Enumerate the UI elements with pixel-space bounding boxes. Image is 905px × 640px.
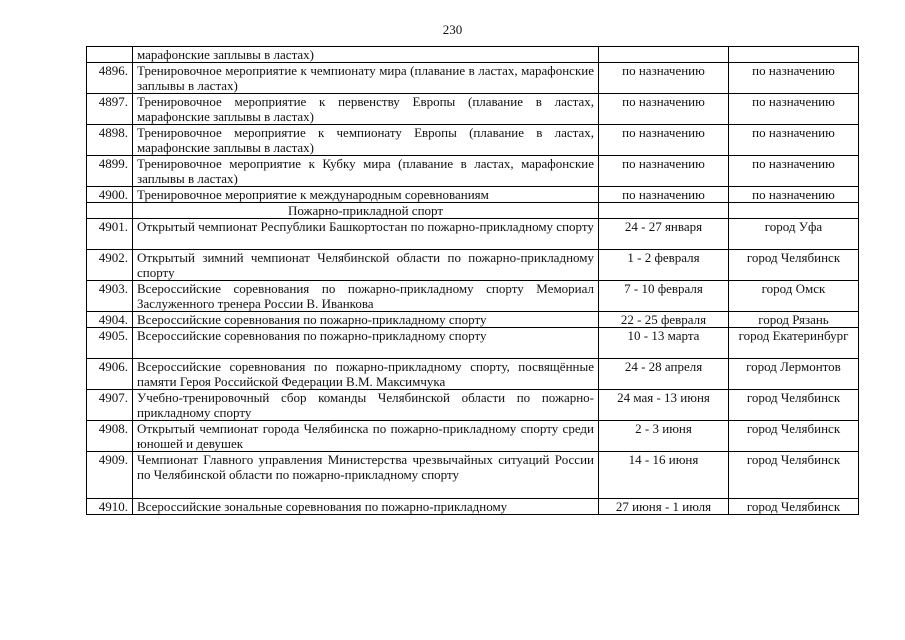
- event-place: город Лермонтов: [729, 359, 859, 390]
- event-place: город Челябинск: [729, 499, 859, 515]
- table-row: [87, 94, 859, 125]
- event-date: по назначению: [599, 94, 729, 125]
- event-date: 14 - 16 июня: [599, 452, 729, 499]
- event-date: 22 - 25 февраля: [599, 312, 729, 328]
- event-date: 27 июня - 1 июля: [599, 499, 729, 515]
- table-row: [87, 187, 859, 203]
- event-place: город Екатеринбург: [729, 328, 859, 359]
- event-place: по назначению: [729, 187, 859, 203]
- event-date: 24 - 27 января: [599, 219, 729, 250]
- event-description: Чемпионат Главного управления Министерства чрезвычайных ситуаций России по Челябинской области по пожарно-прикладному спорту: [133, 452, 599, 499]
- table-row: [87, 421, 859, 452]
- row-number: 4910.: [87, 499, 133, 515]
- table-row: [87, 452, 859, 499]
- row-number: 4904.: [87, 312, 133, 328]
- section-title: Пожарно-прикладной спорт: [133, 203, 599, 219]
- event-date: 7 - 10 февраля: [599, 281, 729, 312]
- event-description: Открытый чемпионат Республики Башкортостан по пожарно-прикладному спорту: [133, 219, 599, 250]
- event-place: [729, 203, 859, 219]
- event-description: Тренировочное мероприятие к первенству Европы (плавание в ластах, марафонские заплывы в ластах): [133, 94, 599, 125]
- event-description: Всероссийские соревнования по пожарно-прикладному спорту: [133, 328, 599, 359]
- event-description: Открытый зимний чемпионат Челябинской области по пожарно-прикладному спорту: [133, 250, 599, 281]
- event-place: по назначению: [729, 63, 859, 94]
- section-header-row: [87, 203, 859, 219]
- event-date: [599, 203, 729, 219]
- event-place: город Челябинск: [729, 250, 859, 281]
- table-row: [87, 47, 859, 63]
- row-number: 4902.: [87, 250, 133, 281]
- table-row: [87, 359, 859, 390]
- table-row: [87, 328, 859, 359]
- event-description: Всероссийские соревнования по пожарно-прикладному спорту, посвящённые памяти Героя Российской Федерации В.М. Максимчука: [133, 359, 599, 390]
- row-number: [87, 47, 133, 63]
- table-row: [87, 125, 859, 156]
- event-place: [729, 47, 859, 63]
- row-number: 4896.: [87, 63, 133, 94]
- table-row: [87, 312, 859, 328]
- row-number: 4903.: [87, 281, 133, 312]
- event-description: Учебно-тренировочный сбор команды Челябинской области по пожарно-прикладному спорту: [133, 390, 599, 421]
- event-place: город Омск: [729, 281, 859, 312]
- row-number: 4909.: [87, 452, 133, 499]
- event-place: по назначению: [729, 94, 859, 125]
- row-number: 4898.: [87, 125, 133, 156]
- event-date: 2 - 3 июня: [599, 421, 729, 452]
- row-number: 4908.: [87, 421, 133, 452]
- event-date: 24 - 28 апреля: [599, 359, 729, 390]
- event-place: по назначению: [729, 156, 859, 187]
- event-place: город Челябинск: [729, 390, 859, 421]
- event-description: марафонские заплывы в ластах): [133, 47, 599, 63]
- table-row: [87, 250, 859, 281]
- row-number: 4907.: [87, 390, 133, 421]
- event-place: город Челябинск: [729, 452, 859, 499]
- event-description: Всероссийские соревнования по пожарно-прикладному спорту: [133, 312, 599, 328]
- event-date: 1 - 2 февраля: [599, 250, 729, 281]
- row-number: [87, 203, 133, 219]
- events-table: [86, 46, 859, 515]
- row-number: 4905.: [87, 328, 133, 359]
- event-place: по назначению: [729, 125, 859, 156]
- event-description: Тренировочное мероприятие к чемпионату мира (плавание в ластах, марафонские заплывы в ластах): [133, 63, 599, 94]
- row-number: 4899.: [87, 156, 133, 187]
- row-number: 4906.: [87, 359, 133, 390]
- event-description: Тренировочное мероприятие к международным соревнованиям: [133, 187, 599, 203]
- event-date: по назначению: [599, 125, 729, 156]
- row-number: 4901.: [87, 219, 133, 250]
- table-row: [87, 499, 859, 515]
- event-date: 10 - 13 марта: [599, 328, 729, 359]
- table-row: [87, 219, 859, 250]
- event-description: Тренировочное мероприятие к чемпионату Европы (плавание в ластах, марафонские заплывы в ластах): [133, 125, 599, 156]
- event-place: город Рязань: [729, 312, 859, 328]
- event-description: Всероссийские соревнования по пожарно-прикладному спорту Мемориал Заслуженного тренера России В. Иванкова: [133, 281, 599, 312]
- table-row: [87, 63, 859, 94]
- event-date: по назначению: [599, 156, 729, 187]
- table-row: [87, 281, 859, 312]
- event-description: Открытый чемпионат города Челябинска по пожарно-прикладному спорту среди юношей и девушек: [133, 421, 599, 452]
- page-number: 230: [442, 22, 463, 37]
- event-date: по назначению: [599, 63, 729, 94]
- table-row: [87, 390, 859, 421]
- event-place: город Уфа: [729, 219, 859, 250]
- table-row: [87, 156, 859, 187]
- row-number: 4897.: [87, 94, 133, 125]
- event-date: [599, 47, 729, 63]
- event-place: город Челябинск: [729, 421, 859, 452]
- event-description: Всероссийские зональные соревнования по пожарно-прикладному: [133, 499, 599, 515]
- event-description: Тренировочное мероприятие к Кубку мира (плавание в ластах, марафонские заплывы в ластах): [133, 156, 599, 187]
- event-date: 24 мая - 13 июня: [599, 390, 729, 421]
- row-number: 4900.: [87, 187, 133, 203]
- event-date: по назначению: [599, 187, 729, 203]
